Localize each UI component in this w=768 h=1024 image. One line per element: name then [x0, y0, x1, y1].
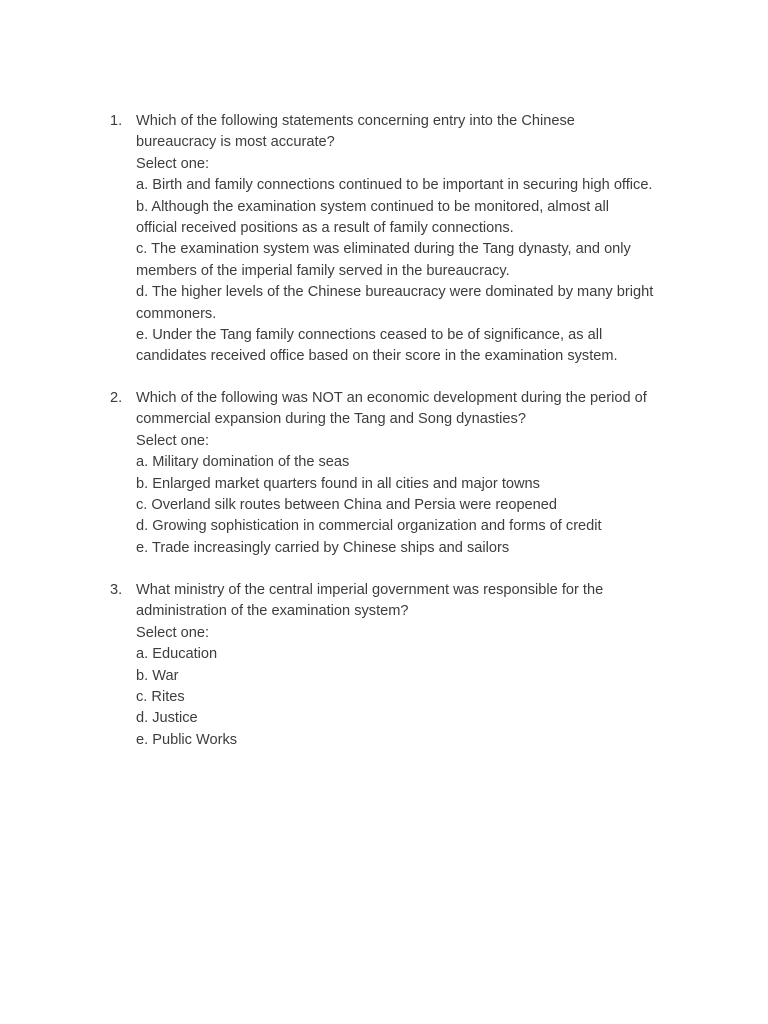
question-stem-line: What ministry of the central imperial government was responsible for the [136, 582, 604, 598]
option-d: d. Growing sophistication in commercial organization and forms of credit [136, 518, 602, 535]
question-2 [110, 388, 710, 559]
option-c: c. The examination system was eliminated during the Tang dynasty, and only [136, 241, 631, 258]
option-e-continued: candidates received office based on their score in the examination system. [136, 348, 618, 365]
question-number: 3. [110, 582, 123, 598]
question-body [136, 580, 710, 751]
option-c: c. Rites [136, 689, 185, 706]
question-number: 1. [110, 113, 123, 129]
option-c-continued: members of the imperial family served in the bureaucracy. [136, 262, 510, 279]
question-stem-line: commercial expansion during the Tang and Song dynasties? [136, 411, 526, 428]
option-a: a. Military domination of the seas [136, 454, 350, 471]
question-1 [110, 111, 710, 368]
select-one-prompt: Select one: [136, 155, 210, 172]
option-b: b. War [136, 667, 179, 684]
question-stem-line: bureaucracy is most accurate? [136, 134, 335, 151]
question-3 [110, 580, 710, 751]
option-d: d. Justice [136, 710, 198, 727]
option-e: e. Under the Tang family connections ceased to be of significance, as all [136, 327, 603, 344]
select-one-prompt: Select one: [136, 432, 210, 449]
select-one-prompt: Select one: [136, 624, 210, 641]
question-body [136, 111, 710, 368]
question-number: 2. [110, 390, 123, 406]
option-e: e. Trade increasingly carried by Chinese ships and sailors [136, 539, 510, 556]
option-b-continued: official received positions as a result of family connections. [136, 220, 514, 237]
option-d: d. The higher levels of the Chinese bureaucracy were dominated by many bright [136, 284, 654, 301]
question-stem-line: Which of the following statements concerning entry into the Chinese [136, 113, 575, 129]
option-d-continued: commoners. [136, 305, 217, 322]
question-stem-line: administration of the examination system? [136, 603, 409, 620]
option-b: b. Enlarged market quarters found in all cities and major towns [136, 475, 540, 492]
option-e: e. Public Works [136, 731, 238, 748]
question-body [136, 388, 710, 559]
option-c: c. Overland silk routes between China and Persia were reopened [136, 497, 558, 514]
option-a: a. Education [136, 646, 218, 663]
option-b: b. Although the examination system continued to be monitored, almost all [136, 198, 609, 215]
question-stem-line: Which of the following was NOT an economic development during the period of [136, 390, 647, 406]
option-a: a. Birth and family connections continued to be important in securing high office. [136, 177, 653, 194]
